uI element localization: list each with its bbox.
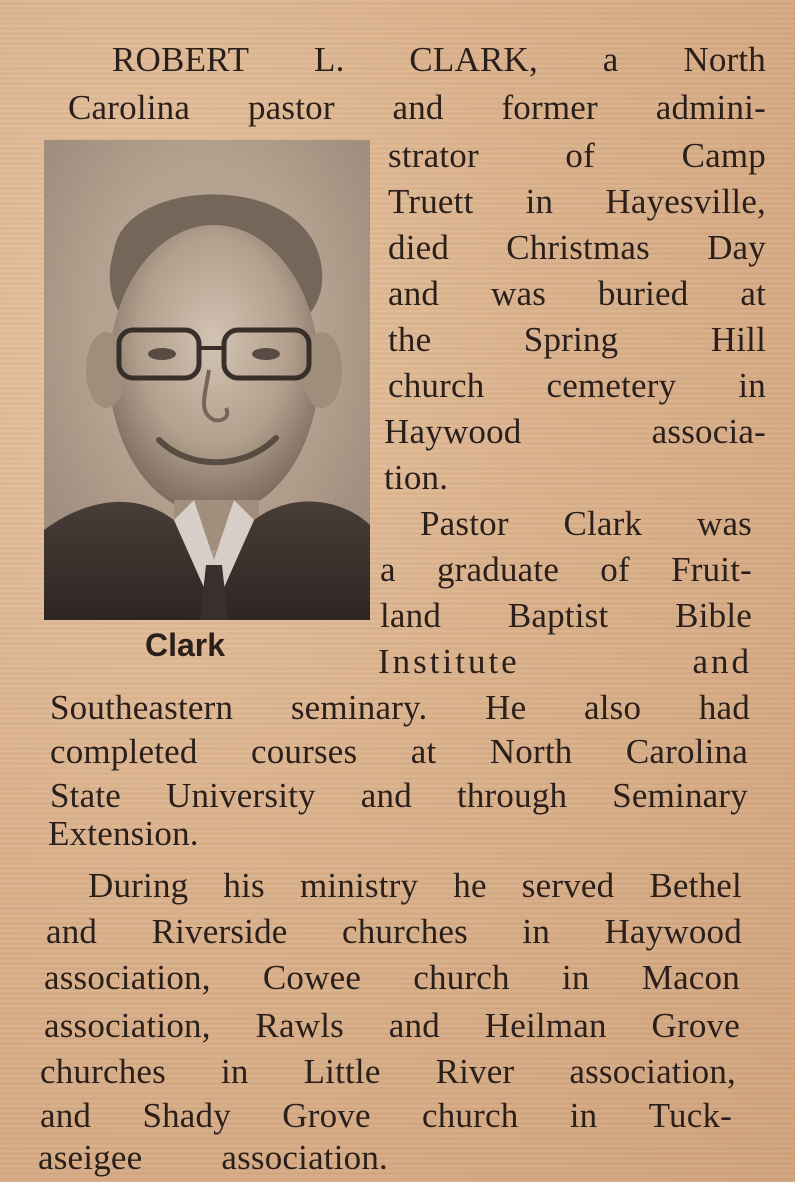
- text-line: [50, 730, 748, 774]
- word: association,: [44, 1006, 211, 1045]
- word: of: [565, 136, 595, 175]
- word: Carolina: [625, 732, 748, 771]
- word: served: [521, 866, 615, 905]
- word: During: [88, 866, 189, 905]
- word: CLARK,: [409, 40, 538, 79]
- word: Clark: [563, 504, 643, 543]
- word: Grove: [282, 1096, 371, 1135]
- word: at: [410, 732, 437, 771]
- word: and: [388, 274, 440, 313]
- word: Seminary: [612, 776, 748, 815]
- word: Grove: [651, 1006, 740, 1045]
- word: University: [166, 776, 316, 815]
- portrait-photo: [44, 140, 370, 620]
- word: River: [435, 1052, 515, 1091]
- word: Baptist: [507, 596, 609, 635]
- word: Day: [707, 228, 766, 267]
- text-line: [44, 956, 740, 1000]
- text-line: [46, 910, 742, 954]
- text-line: [38, 1136, 388, 1180]
- word: seminary.: [290, 688, 428, 727]
- word: Haywood: [384, 412, 522, 451]
- word: churches: [40, 1052, 166, 1091]
- word: Rawls: [255, 1006, 344, 1045]
- word: Spring: [523, 320, 619, 359]
- word: ministry: [299, 866, 419, 905]
- word: L.: [314, 40, 345, 79]
- word: in: [220, 1052, 249, 1091]
- text-line: [388, 134, 766, 178]
- word: through: [456, 776, 568, 815]
- word: in: [525, 182, 554, 221]
- text-line: [40, 1050, 736, 1094]
- word: cemetery: [546, 366, 677, 405]
- word: and: [392, 88, 444, 127]
- word: had: [698, 688, 750, 727]
- word: Camp: [681, 136, 766, 175]
- text-line: [388, 272, 766, 316]
- word: Riverside: [151, 912, 288, 951]
- word: churches: [341, 912, 468, 951]
- word: church: [388, 366, 485, 405]
- word: and: [40, 1096, 92, 1135]
- word: State: [50, 776, 121, 815]
- text-line: [388, 180, 766, 224]
- text-line: [388, 318, 766, 362]
- word: Hayesville,: [605, 182, 766, 221]
- word: church: [422, 1096, 519, 1135]
- portrait-image: [44, 140, 370, 620]
- text-line: [378, 640, 752, 684]
- word: Cowee: [262, 958, 362, 997]
- word: Tuck-: [648, 1096, 732, 1135]
- word: courses: [250, 732, 358, 771]
- text-line: [384, 410, 766, 454]
- word: He: [485, 688, 527, 727]
- word: Bible: [675, 596, 752, 635]
- word: he: [453, 866, 487, 905]
- word: in: [738, 366, 766, 405]
- word: a: [380, 550, 396, 589]
- text-line: [380, 548, 752, 592]
- text-line: [388, 226, 766, 270]
- text-line: [380, 594, 752, 638]
- word: buried: [597, 274, 689, 313]
- word: aseigee: [38, 1138, 143, 1177]
- word: Haywood: [604, 912, 742, 951]
- text-line: [48, 812, 199, 856]
- word: also: [583, 688, 642, 727]
- text-line: [44, 1004, 740, 1048]
- word: of: [600, 550, 630, 589]
- word: in: [561, 958, 590, 997]
- word: Bethel: [649, 866, 742, 905]
- word: ROBERT: [112, 40, 250, 79]
- word: the: [388, 320, 432, 359]
- word: his: [223, 866, 265, 905]
- word: Extension.: [48, 814, 199, 853]
- text-line: [112, 38, 766, 82]
- word: and: [692, 642, 752, 681]
- word: Institute: [378, 642, 520, 681]
- word: Christmas: [506, 228, 650, 267]
- word: was: [696, 504, 752, 543]
- word: tion.: [384, 458, 449, 497]
- word: a: [602, 40, 619, 79]
- word: North: [489, 732, 573, 771]
- word: associa-: [651, 412, 766, 451]
- word: association,: [569, 1052, 736, 1091]
- word: Little: [303, 1052, 381, 1091]
- word: and: [360, 776, 412, 815]
- text-line: [420, 502, 752, 546]
- word: admini-: [655, 88, 766, 127]
- word: in: [522, 912, 551, 951]
- word: Heilman: [484, 1006, 607, 1045]
- word: Pastor: [420, 504, 509, 543]
- word: church: [413, 958, 510, 997]
- word: Southeastern: [50, 688, 234, 727]
- word: Fruit-: [671, 550, 752, 589]
- word: graduate: [436, 550, 560, 589]
- word: in: [569, 1096, 598, 1135]
- text-line: [68, 86, 766, 130]
- word: Truett: [388, 182, 474, 221]
- text-line: [40, 1094, 732, 1138]
- text-line: [50, 686, 750, 730]
- word: former: [501, 88, 598, 127]
- word: completed: [50, 732, 198, 771]
- word: Macon: [641, 958, 740, 997]
- word: was: [490, 274, 547, 313]
- text-line: [384, 456, 448, 500]
- word: died: [388, 228, 450, 267]
- word: Shady: [142, 1096, 231, 1135]
- text-line: [88, 864, 742, 908]
- word: North: [683, 40, 766, 79]
- text-line: [388, 364, 766, 408]
- word: and: [388, 1006, 440, 1045]
- word: land: [380, 596, 442, 635]
- word: Hill: [710, 320, 766, 359]
- word: pastor: [247, 88, 335, 127]
- word: strator: [388, 136, 479, 175]
- word: association,: [44, 958, 211, 997]
- word: and: [46, 912, 98, 951]
- word: Carolina: [68, 88, 191, 127]
- word: association.: [221, 1138, 388, 1177]
- word: at: [740, 274, 766, 313]
- photo-caption: Clark: [145, 627, 226, 663]
